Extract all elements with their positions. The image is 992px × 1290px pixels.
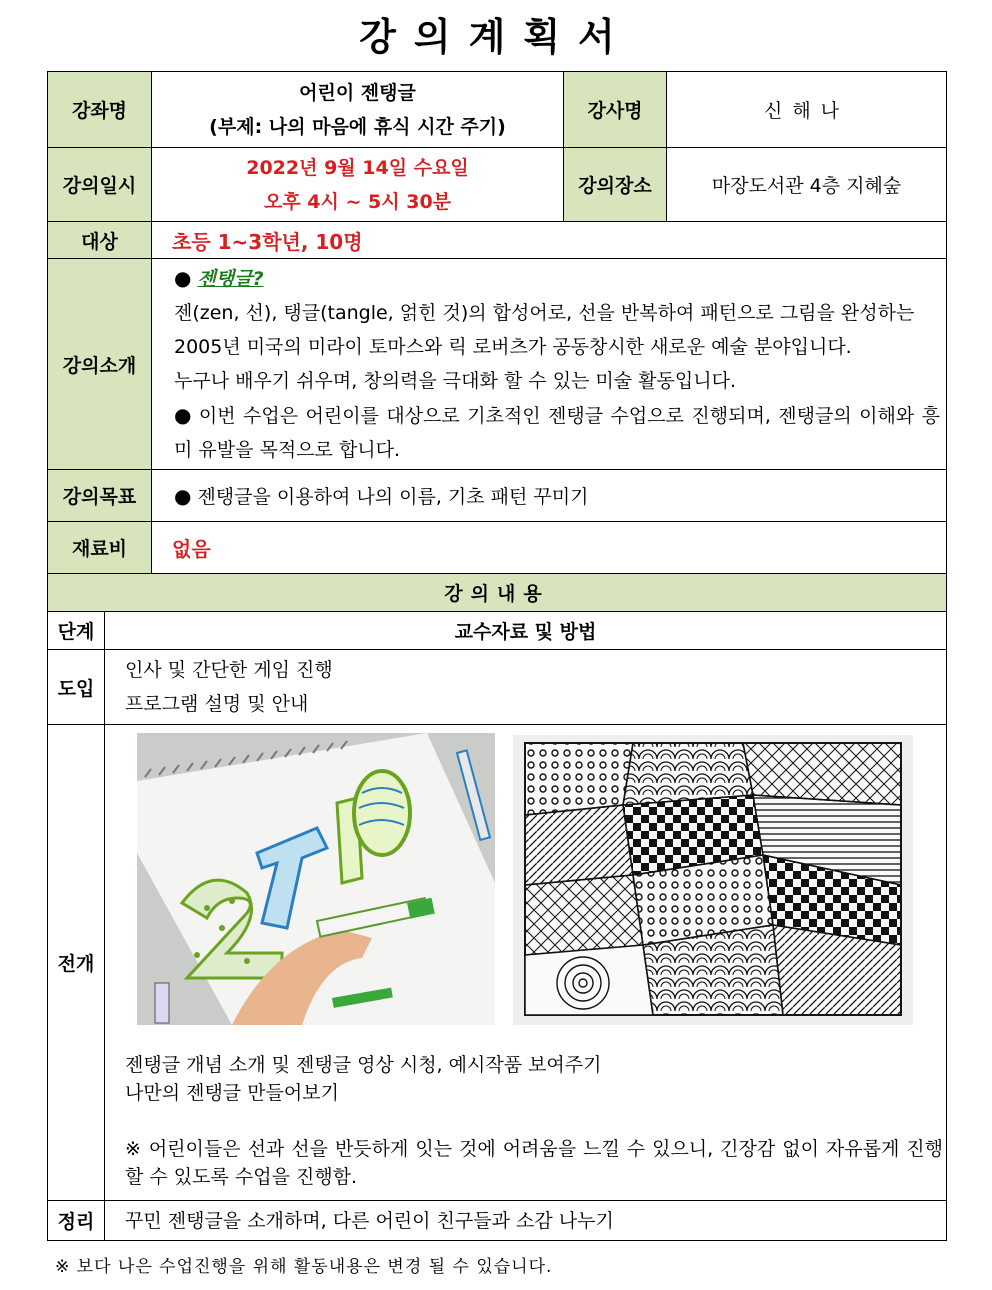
target-value: 초등 1~3학년, 10명 <box>152 222 947 259</box>
wrapup-activity: 꾸민 젠탱글을 소개하며, 다른 어린이 친구들과 소감 나누기 <box>105 1201 947 1241</box>
date-label: 강의일시 <box>48 148 152 222</box>
instructor-name: 신해나 <box>667 72 947 148</box>
intro-activities <box>105 650 947 725</box>
course-introduction <box>152 259 947 470</box>
intro-line: 누구나 배우기 쉬우며, 창의력을 극대화 할 수 있는 미술 활동입니다. <box>174 370 736 392</box>
bullet-icon: ● <box>174 403 193 427</box>
lecture-plan-table <box>47 71 947 1241</box>
activity-line: 인사 및 간단한 게임 진행 <box>125 659 333 681</box>
stage-intro: 도입 <box>48 650 105 725</box>
intro-line: 2005년 미국의 미라이 토마스와 릭 로버츠가 공동창시한 새로운 예술 분야입니다. <box>174 336 852 358</box>
course-subtitle: (부제: 나의 마음에 휴식 시간 주기) <box>209 115 506 138</box>
activity-line: 젠탱글 개념 소개 및 젠탱글 영상 시청, 예시작품 보여주기 <box>125 1054 602 1076</box>
bullet-icon: ● <box>174 484 192 508</box>
development-activities <box>105 725 947 1201</box>
intro-line: 젠(zen, 선), 탱글(tangle, 얽힌 것)의 합성어로, 선을 반복하여 패턴으로 그림을 완성하는 <box>174 302 915 324</box>
development-note: ※ 어린이들은 선과 선을 반듯하게 잇는 것에 어려움을 느낄 수 있으니, 긴장감 없이 자유롭게 진행할 수 있도록 수업을 진행함. <box>125 1138 943 1188</box>
course-label: 강좌명 <box>48 72 152 148</box>
footnote: ※ 보다 나은 수업진행을 위해 활동내용은 변경 될 수 있습니다. <box>55 1257 553 1277</box>
intro-line: 이번 수업은 어린이를 대상으로 기초적인 젠탱글 수업으로 진행되며, 젠탱글의 이해와 흥미 유발을 목적으로 합니다. <box>174 405 941 461</box>
venue-value: 마장도서관 4층 지혜숲 <box>667 148 947 222</box>
goal-value <box>152 470 947 522</box>
course-name <box>152 72 564 148</box>
goal-text: 젠탱글을 이용하여 나의 이름, 기초 패턴 꾸미기 <box>197 486 589 508</box>
development-text <box>125 1051 943 1191</box>
fee-value: 없음 <box>152 522 947 574</box>
bullet-icon: ● <box>174 266 192 290</box>
instructor-label: 강사명 <box>564 72 667 148</box>
venue-label: 강의장소 <box>564 148 667 222</box>
stage-header: 단계 <box>48 612 105 650</box>
zentangle-example-photo <box>513 735 913 1025</box>
activity-line: 프로그램 설명 및 안내 <box>125 693 309 715</box>
activity-line: 나만의 젠탱글 만들어보기 <box>125 1082 339 1104</box>
target-label: 대상 <box>48 222 152 259</box>
stage-wrapup: 정리 <box>48 1201 105 1241</box>
content-section-title: 강의내용 <box>48 574 947 612</box>
intro-label: 강의소개 <box>48 259 152 470</box>
fee-label: 재료비 <box>48 522 152 574</box>
page-title: 강의계획서 <box>359 15 633 59</box>
zentangle-term: 젠탱글? <box>197 268 264 290</box>
child-drawing-photo <box>137 733 495 1025</box>
method-header: 교수자료 및 방법 <box>105 612 947 650</box>
stage-development: 전개 <box>48 725 105 1201</box>
lecture-time: 오후 4시 ~ 5시 30분 <box>263 190 452 213</box>
lecture-date: 2022년 9월 14일 수요일 <box>246 156 469 179</box>
lecture-datetime <box>152 148 564 222</box>
course-title: 어린이 젠탱글 <box>299 81 416 104</box>
goal-label: 강의목표 <box>48 470 152 522</box>
